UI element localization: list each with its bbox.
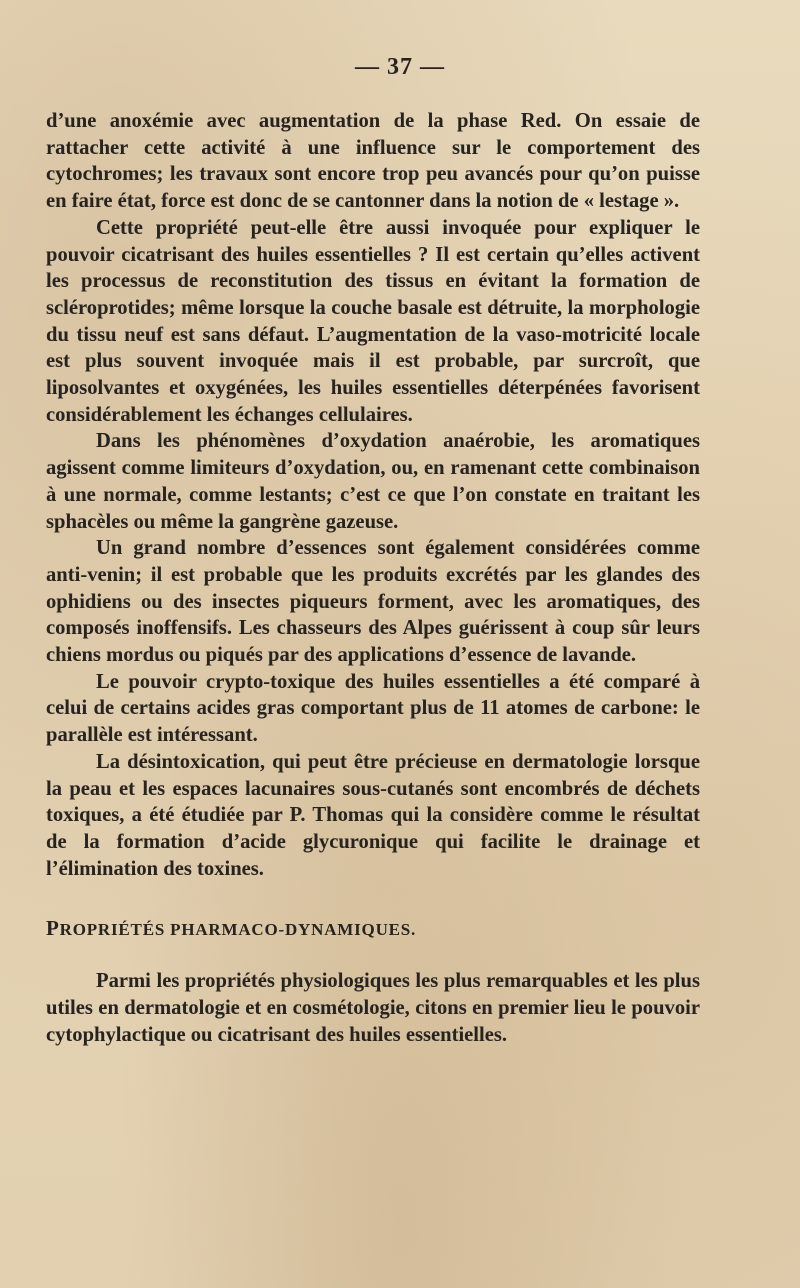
paragraph-desintoxication: La désintoxication, qui peut être précieuse en dermatologie lorsque la peau et les espaces lacunaires sous-cutanés sont encombrés de déchets toxiques, a été étudiée par P. Thomas qui la considère comme le résultat de la formation d’acide glycuronique qui facilite le drainage et l’élimination des toxines. xyxy=(46,750,700,880)
paragraph-oxydation: Dans les phénomènes d’oxydation anaérobie, les aromatiques agissent comme limiteurs d’oxydation, ou, en ramenant cette combinaison à une normale, comme lestants; c’est ce que l’on constate en traitant les sphacèles ou même la gangrène gazeuse. xyxy=(46,430,700,533)
paragraph-continuation: d’une anoxémie avec augmentation de la phase Red. On essaie de rattacher cette activité à une influence sur le comportement des cytochromes; les travaux sont encore trop peu avancés pour qu’on puisse en faire état, force est donc de se cantonner dans la notion de « lestage ». xyxy=(46,110,700,213)
section-heading-capital: P xyxy=(46,916,60,941)
section-heading-rest: ROPRIÉTÉS PHARMACO-DYNAMIQUES. xyxy=(59,920,417,940)
paragraph-anti-venin: Un grand nombre d’essences sont également considérées comme anti-venin; il est probable que les produits excrétés par les glandes des ophidiens ou des insectes piqueurs forment, avec les aromatiques, des composés inoffensifs. Les chasseurs des Alpes guérissent à coup sûr leurs chiens mordus ou piqués par des applications d’essence de lavande. xyxy=(46,537,700,667)
page-number: — 37 — xyxy=(355,54,445,80)
section-heading xyxy=(46,916,700,942)
paragraph-cicatrisant: Cette propriété peut-elle être aussi invoquée pour expliquer le pouvoir cicatrisant des huiles essentielles ? Il est certain qu’elles activent les processus de reconstitution des tissus en évitant la formation de scléroprotides; même lorsque la couche basale est détruite, la morphologie du tissu neuf est sans défaut. L’augmentation de la vaso-motricité locale est plus souvent invoquée mais il est probable, par surcroît, que liposolvantes et oxygénées, les huiles essentielles déterpénées favorisent considérablement les échanges cellulaires. xyxy=(46,216,700,426)
body-text xyxy=(46,108,700,1049)
paragraph-crypto-toxique: Le pouvoir crypto-toxique des huiles essentielles a été comparé à celui de certains acides gras comportant plus de 11 atomes de carbone: le parallèle est intéressant. xyxy=(46,670,700,747)
paragraph-section: Parmi les propriétés physiologiques les plus remarquables et les plus utiles en dermatologie et en cosmétologie, citons en premier lieu le pouvoir cytophylactique ou cicatrisant des huiles essentielles. xyxy=(46,970,700,1046)
